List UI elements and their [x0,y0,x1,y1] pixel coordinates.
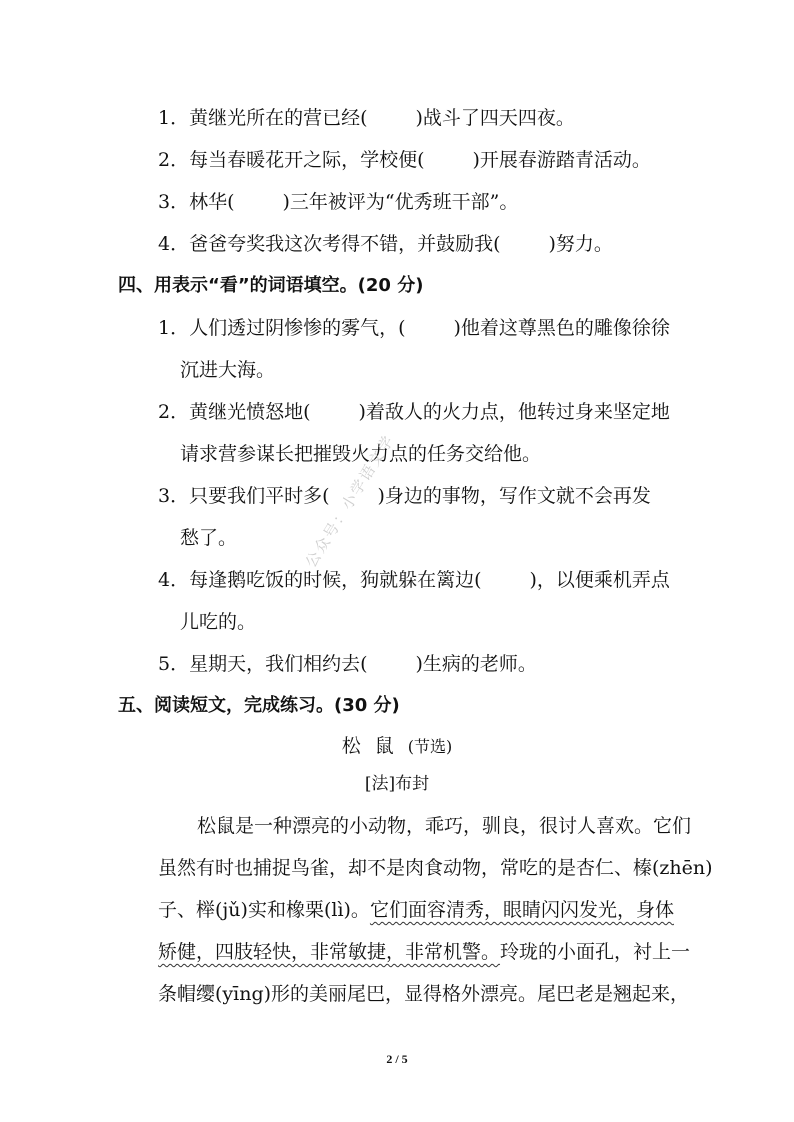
q4-item-4: 4．每逢鹅吃饭的时候，狗就躲在篱边( )，以便乘机弄点 [158,569,670,591]
q4-item-2-cont: 请求营参谋长把摧毁火力点的任务交给他。 [180,443,542,465]
watermark: 公众号：小学语文学 [301,431,399,571]
q4-item-3: 3．只要我们平时多( )身边的事物，写作文就不会再发 [158,485,651,507]
q4-item-3-cont: 愁了。 [180,527,238,549]
passage-title-main: 松鼠 [341,735,408,757]
q4-item-4-cont: 儿吃的。 [180,611,257,633]
q3-item-4: 4．爸爸夸奖我这次考得不错，并鼓励我( )努力。 [158,233,613,255]
passage-line-5: 条帽缨(yīng)形的美丽尾巴，显得格外漂亮。尾巴老是翘起来， [158,983,690,1005]
q4-item-1-cont: 沉进大海。 [180,359,276,381]
q3-item-2: 2．每当春暖花开之际，学校便( )开展春游踏青活动。 [158,149,651,171]
page-number: 2 / 5 [386,1052,408,1066]
section-4-heading: 四、用表示“看”的词语填空。(20 分) [118,275,424,296]
passage-line-3: 子、榉(jǔ)实和橡栗(lì)。它们面容清秀，眼睛闪闪发光，身体 [158,899,674,921]
passage-title [0,734,794,759]
passage-line-1: 松鼠是一种漂亮的小动物，乖巧，驯良，很讨人喜欢。它们 [197,815,692,837]
passage-line-2: 虽然有时也捕捉鸟雀，却不是肉食动物，常吃的是杏仁、榛(zhēn) [158,857,713,879]
passage-title-note: (节选) [407,737,453,756]
underlined-sentence: 矫健，四肢轻快，非常敏捷，非常机警。 [158,941,501,963]
q4-item-1: 1．人们透过阴惨惨的雾气，( )他着这尊黑色的雕像徐徐 [158,317,670,339]
q3-item-1: 1．黄继光所在的营已经( )战斗了四天四夜。 [158,107,575,129]
underlined-sentence: 它们面容清秀，眼睛闪闪发光，身体 [369,899,674,921]
q3-item-3: 3．林华( )三年被评为“优秀班干部”。 [158,191,519,213]
passage-author: [法]布封 [364,774,430,794]
section-5-heading: 五、阅读短文，完成练习。(30 分) [118,695,400,716]
q4-item-2: 2．黄继光愤怒地( )着敌人的火力点，他转过身来坚定地 [158,401,670,423]
q4-item-5: 5．星期天，我们相约去( )生病的老师。 [158,653,537,675]
passage-line-4: 矫健，四肢轻快，非常敏捷，非常机警。玲珑的小面孔，衬上一 [158,941,691,963]
